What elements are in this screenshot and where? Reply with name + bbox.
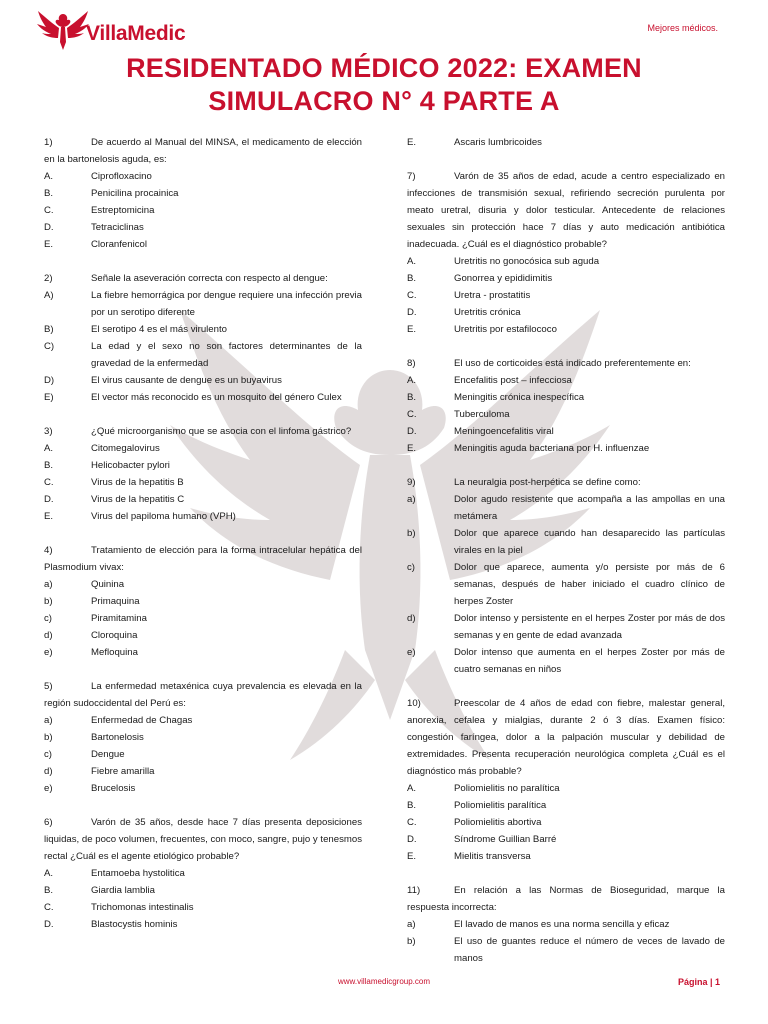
option-letter: B. bbox=[44, 460, 54, 471]
answer-option bbox=[407, 525, 725, 559]
question-stem bbox=[407, 355, 725, 372]
option-letter: A. bbox=[44, 171, 54, 182]
option-text: Poliomielitis no paralítica bbox=[454, 783, 560, 794]
answer-option bbox=[44, 389, 362, 406]
title-line-1: RESIDENTADO MÉDICO 2022: EXAMEN bbox=[126, 53, 642, 83]
option-letter: a) bbox=[44, 579, 53, 590]
answer-option bbox=[44, 644, 362, 661]
option-letter: b) bbox=[44, 596, 53, 607]
question-block bbox=[44, 814, 362, 933]
eagle-logo-icon bbox=[36, 8, 90, 52]
answer-option bbox=[44, 916, 362, 933]
answer-option bbox=[44, 576, 362, 593]
answer-option bbox=[407, 797, 725, 814]
question-block bbox=[407, 695, 725, 865]
answer-option bbox=[44, 372, 362, 389]
option-letter: B. bbox=[407, 800, 417, 811]
option-text: Penicilina procainica bbox=[91, 188, 179, 199]
answer-option bbox=[44, 491, 362, 508]
option-text: El serotipo 4 es el más virulento bbox=[91, 324, 227, 335]
option-text: Mielitis transversa bbox=[454, 851, 531, 862]
answer-option bbox=[407, 491, 725, 525]
option-letter: D) bbox=[44, 375, 55, 386]
option-text: Dolor que aparece cuando han desaparecido las partículas virales en la piel bbox=[454, 528, 725, 556]
answer-option bbox=[407, 831, 725, 848]
option-letter: b) bbox=[44, 732, 53, 743]
question-text: Varón de 35 años, desde hace 7 días presenta deposiciones liquidas, de poco volumen, frecuentes, con moco, sangre, pujo y tenesmos rectal ¿Cuál es el agente etiológico probable? bbox=[44, 817, 362, 862]
answer-option bbox=[44, 440, 362, 457]
option-text: Citomegalovirus bbox=[91, 443, 160, 454]
answer-option bbox=[44, 185, 362, 202]
answer-option bbox=[44, 899, 362, 916]
question-number: 8) bbox=[407, 358, 416, 369]
option-text: Meningitis crónica inespecífica bbox=[454, 392, 585, 403]
answer-option bbox=[407, 440, 725, 457]
footer-url: www.villamedicgroup.com bbox=[337, 977, 431, 986]
answer-option bbox=[407, 270, 725, 287]
option-text: Dolor intenso y persistente en el herpes Zoster por más de dos semanas y en gente de edad avanzada bbox=[454, 613, 725, 641]
option-letter: d) bbox=[407, 613, 416, 624]
option-letter: B. bbox=[44, 885, 54, 896]
option-letter: a) bbox=[407, 494, 416, 505]
answer-option bbox=[407, 848, 725, 865]
option-letter: E. bbox=[407, 851, 417, 862]
option-text: Tetraciclinas bbox=[91, 222, 144, 233]
answer-option bbox=[44, 712, 362, 729]
question-block bbox=[407, 355, 725, 457]
question-number: 5) bbox=[44, 681, 53, 692]
answer-option bbox=[44, 474, 362, 491]
question-number: 7) bbox=[407, 171, 416, 182]
question-text: Tratamiento de elección para la forma intracelular hepática del Plasmodium vivax: bbox=[44, 545, 362, 573]
question-number: 10) bbox=[407, 698, 421, 709]
option-letter: e) bbox=[44, 783, 53, 794]
answer-option bbox=[407, 372, 725, 389]
answer-option bbox=[44, 219, 362, 236]
option-text: Cloroquina bbox=[91, 630, 138, 641]
option-letter: e) bbox=[44, 647, 53, 658]
option-text: Cloranfenicol bbox=[91, 239, 147, 250]
brand-name: VillaMedic bbox=[86, 22, 186, 45]
answer-option bbox=[407, 287, 725, 304]
answer-option bbox=[44, 610, 362, 627]
question-stem bbox=[407, 168, 725, 253]
option-letter: D. bbox=[44, 222, 54, 233]
option-text: El vector más reconocido es un mosquito del género Culex bbox=[91, 392, 342, 403]
answer-option bbox=[407, 389, 725, 406]
question-block bbox=[407, 134, 725, 151]
option-letter: C. bbox=[44, 902, 54, 913]
question-number: 11) bbox=[407, 885, 421, 896]
question-number: 3) bbox=[44, 426, 53, 437]
answer-option bbox=[407, 933, 725, 967]
question-block bbox=[44, 542, 362, 661]
option-text: La fiebre hemorrágica por dengue requiere una infección previa por un serotipo diferente bbox=[91, 290, 362, 318]
option-text: Enfermedad de Chagas bbox=[91, 715, 193, 726]
option-letter: E. bbox=[44, 511, 54, 522]
option-text: El uso de guantes reduce el número de veces de lavado de manos bbox=[454, 936, 725, 964]
option-text: Giardia lamblia bbox=[91, 885, 155, 896]
question-stem bbox=[44, 134, 362, 168]
option-letter: A. bbox=[407, 256, 417, 267]
option-text: Síndrome Guillian Barré bbox=[454, 834, 557, 845]
question-stem bbox=[44, 542, 362, 576]
answer-option bbox=[44, 729, 362, 746]
question-number: 6) bbox=[44, 817, 53, 828]
question-number: 4) bbox=[44, 545, 53, 556]
answer-option bbox=[44, 202, 362, 219]
title-line-2: SIMULACRO N° 4 PARTE A bbox=[208, 86, 560, 116]
question-number: 9) bbox=[407, 477, 416, 488]
question-text: ¿Qué microorganismo que se asocia con el linfoma gástrico? bbox=[91, 426, 352, 437]
option-text: Bartonelosis bbox=[91, 732, 144, 743]
option-letter: E. bbox=[407, 137, 417, 148]
question-text: Preescolar de 4 años de edad con fiebre, malestar general, anorexia, cefalea y mialgias, durante 2 ó 3 días. Examen físico: congestión faríngea, dolor a la palpación muscular y debilidad de extremidades. Presenta recuperación neurológica completa ¿Cuál es el diagnóstico más probable? bbox=[407, 698, 725, 777]
option-letter: c) bbox=[44, 749, 52, 760]
question-stem bbox=[407, 695, 725, 780]
answer-option bbox=[44, 321, 362, 338]
question-text: La neuralgia post-herpética se define como: bbox=[454, 477, 641, 488]
answer-option bbox=[44, 168, 362, 185]
question-text: De acuerdo al Manual del MINSA, el medicamento de elección en la bartonelosis aguda, es: bbox=[44, 137, 362, 165]
option-letter: B. bbox=[44, 188, 54, 199]
option-letter: e) bbox=[407, 647, 416, 658]
question-block bbox=[44, 423, 362, 525]
answer-option bbox=[44, 780, 362, 797]
question-text: Señale la aseveración correcta con respecto al dengue: bbox=[91, 273, 328, 284]
answer-option bbox=[407, 134, 725, 151]
answer-option bbox=[44, 627, 362, 644]
answer-option bbox=[44, 593, 362, 610]
option-letter: B. bbox=[407, 392, 417, 403]
question-stem bbox=[407, 474, 725, 491]
option-text: Estreptomicina bbox=[91, 205, 155, 216]
option-letter: D. bbox=[407, 834, 417, 845]
option-letter: C. bbox=[407, 817, 417, 828]
option-text: Virus de la hepatitis B bbox=[91, 477, 184, 488]
question-block bbox=[407, 882, 725, 967]
answer-option bbox=[407, 814, 725, 831]
question-block bbox=[44, 270, 362, 406]
option-text: Ciprofloxacino bbox=[91, 171, 152, 182]
tagline: Mejores médicos. bbox=[647, 23, 718, 33]
option-text: Tuberculoma bbox=[454, 409, 510, 420]
option-text: Primaquina bbox=[91, 596, 140, 607]
option-letter: a) bbox=[44, 715, 53, 726]
question-stem bbox=[44, 423, 362, 440]
answer-option bbox=[44, 338, 362, 372]
answer-option bbox=[44, 457, 362, 474]
option-letter: c) bbox=[44, 613, 52, 624]
question-text: El uso de corticoides está indicado preferentemente en: bbox=[454, 358, 691, 369]
page-number: Página | 1 bbox=[677, 977, 720, 987]
question-block bbox=[407, 474, 725, 678]
question-block bbox=[44, 134, 362, 253]
option-letter: a) bbox=[407, 919, 416, 930]
right-column bbox=[407, 134, 725, 984]
question-number: 2) bbox=[44, 273, 53, 284]
answer-option bbox=[407, 610, 725, 644]
answer-option bbox=[407, 406, 725, 423]
answer-option bbox=[407, 321, 725, 338]
option-letter: C. bbox=[407, 409, 417, 420]
option-letter: B. bbox=[407, 273, 417, 284]
option-text: Dolor intenso que aumenta en el herpes Zoster por más de cuatro semanas en niños bbox=[454, 647, 725, 675]
question-text: Varón de 35 años de edad, acude a centro especializado en infecciones de transmisión sexual, refiriendo secreción purulenta por meato uretral, disuria y dolor testicular. Antecedente de relaciones sexuales sin protección hace 7 días y auto medicación antibiótica inadecuada. ¿Cuál es el diagnóstico probable? bbox=[407, 171, 725, 250]
option-text: Gonorrea y epididimitis bbox=[454, 273, 553, 284]
option-letter: E. bbox=[407, 443, 417, 454]
option-text: Fiebre amarilla bbox=[91, 766, 155, 777]
question-block bbox=[407, 168, 725, 338]
answer-option bbox=[407, 559, 725, 610]
option-text: Dolor agudo resistente que acompaña a las ampollas en una metámera bbox=[454, 494, 725, 522]
option-text: Ascaris lumbricoides bbox=[454, 137, 542, 148]
option-text: El lavado de manos es una norma sencilla y eficaz bbox=[454, 919, 670, 930]
option-letter: B) bbox=[44, 324, 54, 335]
question-stem bbox=[44, 270, 362, 287]
option-text: Poliomielitis abortiva bbox=[454, 817, 542, 828]
answer-option bbox=[407, 423, 725, 440]
question-number: 1) bbox=[44, 137, 53, 148]
answer-option bbox=[407, 644, 725, 678]
option-text: Virus de la hepatitis C bbox=[91, 494, 185, 505]
option-text: Uretra - prostatitis bbox=[454, 290, 531, 301]
option-text: Quinina bbox=[91, 579, 125, 590]
answer-option bbox=[44, 508, 362, 525]
option-text: Meningoencefalitis viral bbox=[454, 426, 554, 437]
option-text: Uretritis no gonocósica sub aguda bbox=[454, 256, 600, 267]
option-text: Blastocystis hominis bbox=[91, 919, 178, 930]
page-header bbox=[0, 0, 768, 52]
option-letter: D. bbox=[44, 919, 54, 930]
answer-option bbox=[407, 253, 725, 270]
question-stem bbox=[44, 678, 362, 712]
answer-option bbox=[44, 236, 362, 253]
option-letter: A. bbox=[407, 783, 417, 794]
option-text: Helicobacter pylori bbox=[91, 460, 170, 471]
option-letter: A) bbox=[44, 290, 54, 301]
option-letter: C) bbox=[44, 341, 55, 352]
page-title bbox=[0, 52, 768, 118]
option-text: Meningitis aguda bacteriana por H. influenzae bbox=[454, 443, 650, 454]
option-letter: c) bbox=[407, 562, 415, 573]
option-letter: b) bbox=[407, 528, 416, 539]
answer-option bbox=[44, 763, 362, 780]
question-stem bbox=[407, 882, 725, 916]
option-text: El virus causante de dengue es un buyavirus bbox=[91, 375, 282, 386]
option-text: Uretritis crónica bbox=[454, 307, 521, 318]
answer-option bbox=[44, 882, 362, 899]
option-letter: A. bbox=[44, 443, 54, 454]
option-letter: C. bbox=[44, 477, 54, 488]
question-text: La enfermedad metaxénica cuya prevalencia es elevada en la región sudoccidental del Perú es: bbox=[44, 681, 362, 709]
option-letter: D. bbox=[407, 426, 417, 437]
option-text: Poliomielitis paralítica bbox=[454, 800, 547, 811]
answer-option bbox=[44, 746, 362, 763]
option-text: Dengue bbox=[91, 749, 125, 760]
option-text: Trichomonas intestinalis bbox=[91, 902, 194, 913]
option-text: Entamoeba hystolitica bbox=[91, 868, 185, 879]
answer-option bbox=[407, 304, 725, 321]
option-letter: d) bbox=[44, 630, 53, 641]
option-letter: A. bbox=[44, 868, 54, 879]
option-letter: E. bbox=[407, 324, 417, 335]
question-block bbox=[44, 678, 362, 797]
answer-option bbox=[407, 916, 725, 933]
option-letter: b) bbox=[407, 936, 416, 947]
option-text: Piramitamina bbox=[91, 613, 147, 624]
answer-option bbox=[44, 865, 362, 882]
option-letter: d) bbox=[44, 766, 53, 777]
answer-option bbox=[44, 287, 362, 321]
option-text: Brucelosis bbox=[91, 783, 136, 794]
option-letter: D. bbox=[407, 307, 417, 318]
option-text: Mefloquina bbox=[91, 647, 138, 658]
option-text: Virus del papiloma humano (VPH) bbox=[91, 511, 236, 522]
question-stem bbox=[44, 814, 362, 865]
option-letter: C. bbox=[44, 205, 54, 216]
answer-option bbox=[407, 780, 725, 797]
option-letter: D. bbox=[44, 494, 54, 505]
option-letter: A. bbox=[407, 375, 417, 386]
option-text: Dolor que aparece, aumenta y/o persiste por más de 6 semanas, después de haber iniciado el cuadro clínico de herpes Zoster bbox=[454, 562, 725, 607]
option-text: Uretritis por estafilococo bbox=[454, 324, 557, 335]
question-text: En relación a las Normas de Bioseguridad, marque la respuesta incorrecta: bbox=[407, 885, 725, 913]
option-text: La edad y el sexo no son factores determinantes de la gravedad de la enfermedad bbox=[91, 341, 362, 369]
option-letter: E) bbox=[44, 392, 54, 403]
option-text: Encefalitis post – infecciosa bbox=[454, 375, 572, 386]
left-column bbox=[44, 134, 362, 950]
option-letter: E. bbox=[44, 239, 54, 250]
option-letter: C. bbox=[407, 290, 417, 301]
